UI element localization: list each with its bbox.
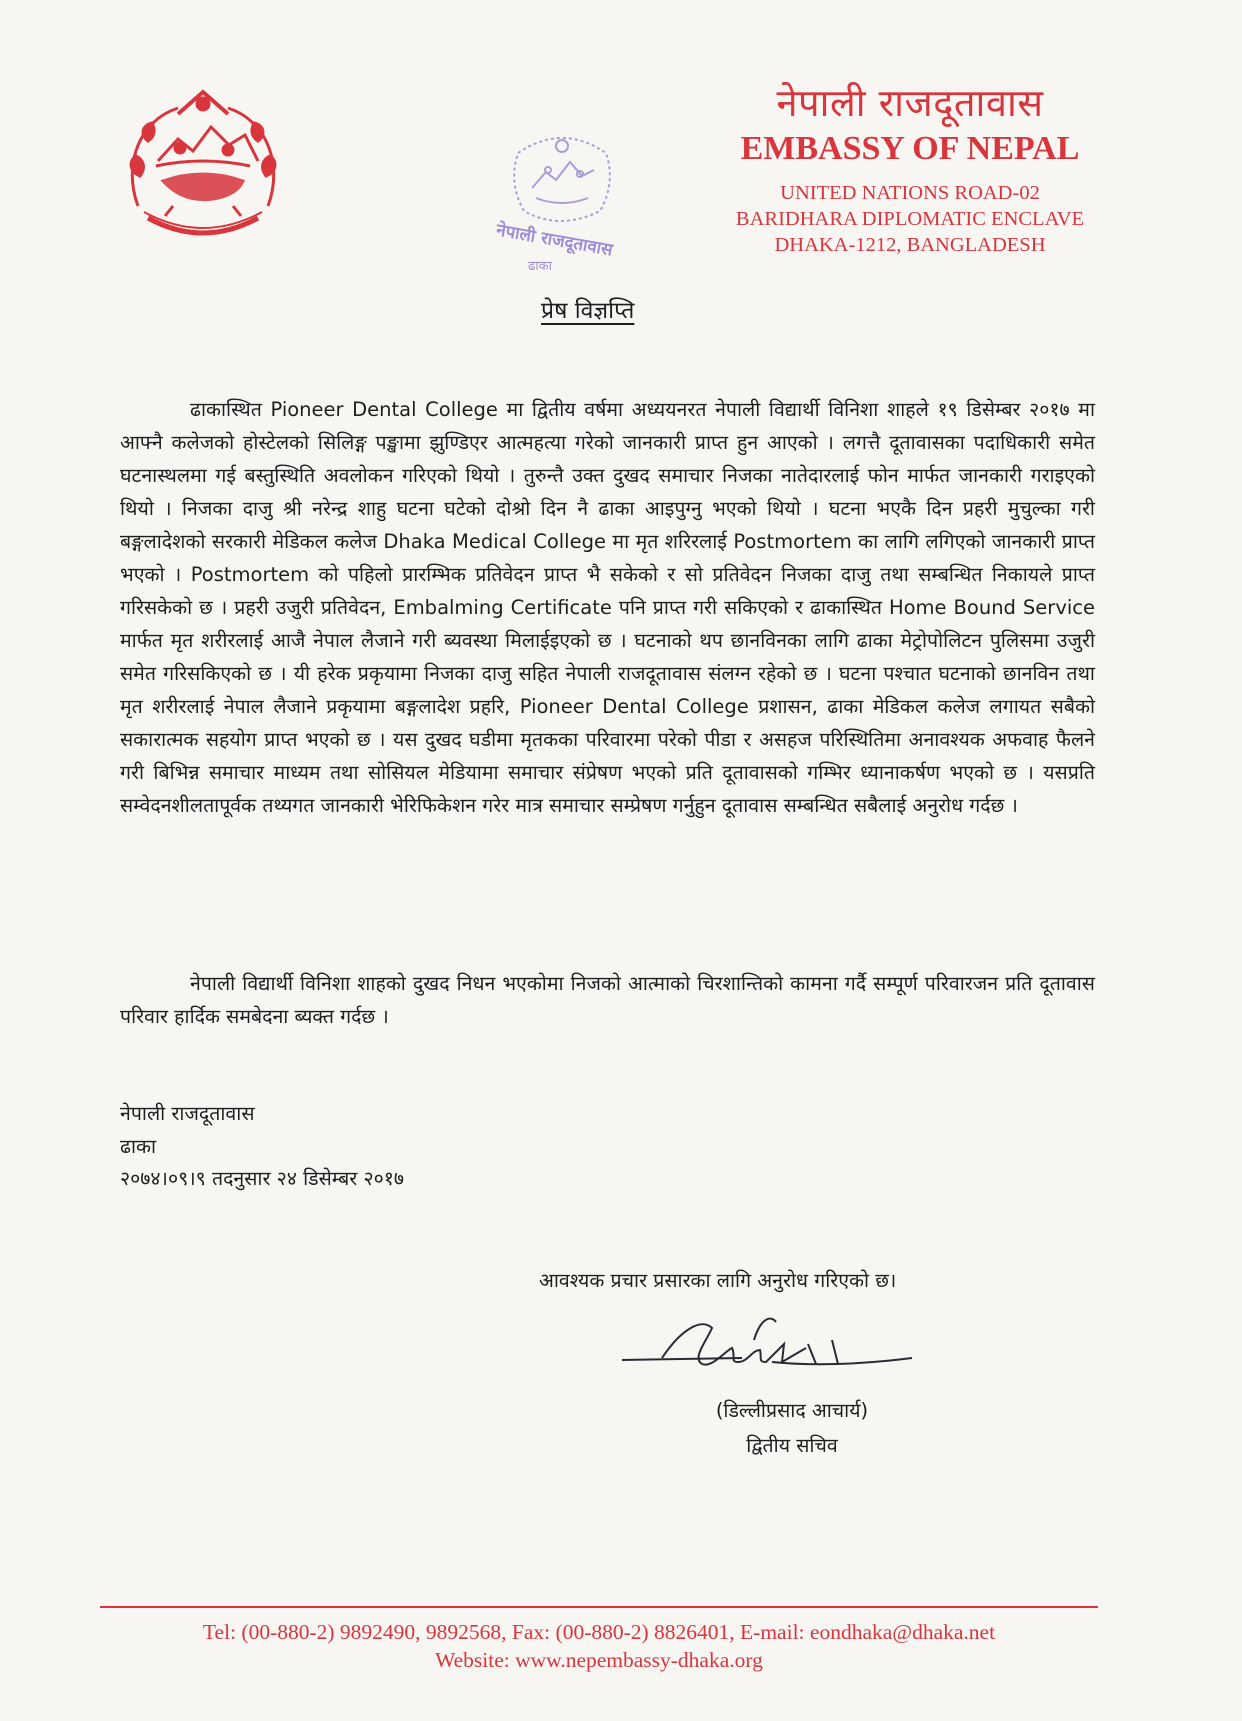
address-line: UNITED NATIONS ROAD-02 xyxy=(780,182,1040,204)
embassy-name-english: EMBASSY OF NEPAL xyxy=(740,130,1080,167)
handwritten-signature-icon xyxy=(622,1314,922,1388)
embassy-address xyxy=(700,180,1120,258)
embassy-name-nepali: नेपाली राजदूतावास xyxy=(776,81,1044,125)
body-paragraph-1: ढाकास्थित Pioneer Dental College मा द्वितीय वर्षमा अध्ययनरत नेपाली विद्यार्थी विनिशा शाहले १९ डिसेम्बर २०१७ मा आफ्नै कलेजको होस्टेलको सिलिङ्ग पङ्खामा झुण्डिएर आत्महत्या गरेको जानकारी प्राप्त हुन आएको । लगत्तै दूतावासका पदाधिकारी समेत घटनास्थलमा गई बस्तुस्थिति अवलोकन गरिएको थियो । तुरुन्तै उक्त दुखद समाचार निजका नातेदारलाई फोन मार्फत जानकारी गराइएको थियो । निजका दाजु श्री नरेन्द्र शाहु घटना घटेको दोश्रो दिन नै ढाका आइपुग्नु भएको थियो । घटना भएकै दिन प्रहरी मुचुल्का गरी बङ्गलादेशको सरकारी मेडिकल कलेज Dhaka Medical College मा मृत शरिरलाई Postmortem का लागि लगिएको जानकारी प्राप्त भएको । Postmortem को पहिलो प्रारम्भिक प्रतिवेदन प्राप्त भै सकेको र सो प्रतिवेदन निजका दाजु तथा सम्बन्धित निकायले प्राप्त गरिसकेको छ । प्रहरी उजुरी प्रतिवेदन, Embalming Certificate पनि प्राप्त गरी सकिएको र ढाकास्थित Home Bound Service मार्फत मृत शरीरलाई आजै नेपाल लैजाने गरी ब्यवस्था मिलाईइएको छ । घटनाको थप छानविनका लागि ढाका मेट्रोपोलिटन पुलिसमा उजुरी समेत गरिसकिएको छ । यी हरेक प्रकृयामा निजका दाजु सहित नेपाली राजदूतावास संलग्न रहेको छ । घटना पश्चात घटनाको छानविन तथा मृत शरीरलाई नेपाल लैजाने प्रकृयामा बङ्गलादेश प्रहरि, Pioneer Dental College प्रशासन, ढाका मेडिकल कलेज लगायत सबैको सकारात्मक सहयोग प्राप्त भएको छ । यस दुखद घडीमा मृतकका परिवारमा परेको पीडा र असहज परिस्थितिमा अनावश्यक अफवाह फैलने गरी बिभिन्न समाचार माध्यम तथा सोसियल मेडियामा समाचार संप्रेषण भएको प्रति दूतावासको गम्भिर ध्यानाकर्षण भएको छ । यसप्रति सम्वेदनशीलतापूर्वक तथ्यगत जानकारी भेरिफिकेशन गरेर मात्र समाचार सम्प्रेषण गर्नुहुन दूतावास सम्बन्धित सबैलाई अनुरोध गर्दछ । xyxy=(120,398,1095,817)
closing-block xyxy=(120,1098,404,1196)
nepal-coat-of-arms-icon xyxy=(118,86,288,246)
address-line: DHAKA-1212, BANGLADESH xyxy=(774,234,1046,256)
address-line: BARIDHARA DIPLOMATIC ENCLAVE xyxy=(735,208,1085,230)
letterhead xyxy=(700,80,1120,258)
publicity-request: आवश्यक प्रचार प्रसारका लागि अनुरोध गरिएको छ। xyxy=(539,1269,897,1292)
footer-divider xyxy=(100,1606,1098,1608)
embassy-seal-icon xyxy=(488,118,636,278)
footer-website: Website: www.nepembassy-dhaka.org xyxy=(435,1648,763,1672)
signer-title: द्वितीय सचिव xyxy=(746,1434,838,1457)
signer-block xyxy=(702,1393,882,1463)
closing-city: ढाका xyxy=(120,1134,157,1158)
stamp-text: नेपाली राजदूतावास xyxy=(494,220,615,261)
closing-org: नेपाली राजदूतावास xyxy=(120,1102,255,1125)
document-title: प्रेष विज्ञप्ति xyxy=(541,298,635,324)
signer-name: (डिल्लीप्रसाद आचार्य) xyxy=(715,1399,869,1422)
closing-date: २०७४।०९।९ तदनुसार २४ डिसेम्बर २०१७ xyxy=(120,1167,405,1190)
body-paragraph-2: नेपाली विद्यार्थी विनिशा शाहको दुखद निधन भएकोमा निजको आत्माको चिरशान्तिको कामना गर्दै सम्पूर्ण परिवारजन प्रति दूतावास परिवार हार्दिक समबेदना ब्यक्त गर्दछ । xyxy=(120,972,1095,1028)
footer-contact: Tel: (00-880-2) 9892490, 9892568, Fax: (00-880-2) 8826401, E-mail: eondhaka@dhaka.net xyxy=(202,1620,996,1644)
stamp-city-text: ढाका xyxy=(528,259,553,274)
footer xyxy=(100,1618,1098,1674)
